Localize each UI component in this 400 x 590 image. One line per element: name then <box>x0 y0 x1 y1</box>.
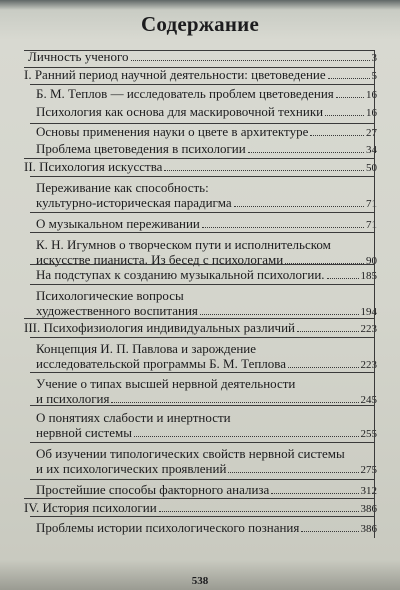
leader-dots <box>131 60 370 61</box>
toc-entry-title: III. Психофизиология индивидуальных различий <box>24 320 295 335</box>
divider <box>24 318 374 319</box>
leader-dots <box>200 314 359 315</box>
toc-entry-title-line: Учение о типах высшей нервной деятельности <box>36 376 296 391</box>
leader-dots <box>111 402 358 403</box>
toc-entry-title: Личность ученого <box>28 49 129 64</box>
toc-entry-title-line: Переживание как способность: <box>36 180 209 195</box>
toc-entry-title: На подступах к созданию музыкальной психологии. <box>36 267 325 282</box>
toc-entry[interactable] <box>24 500 377 517</box>
divider <box>30 264 374 265</box>
toc-entry[interactable] <box>36 104 377 121</box>
divider <box>30 405 374 406</box>
leader-dots <box>327 278 359 279</box>
divider <box>30 442 374 443</box>
toc-entry[interactable] <box>36 482 377 499</box>
toc-entry-title: О музыкальном переживании <box>36 216 200 231</box>
toc-entry-page: 5 <box>371 70 377 82</box>
divider <box>30 212 374 213</box>
toc-entry-page: 245 <box>360 394 377 406</box>
divider <box>30 232 374 233</box>
toc-entry-page: 312 <box>360 485 377 497</box>
toc-entry[interactable] <box>36 410 377 442</box>
toc-entry-page: 71 <box>366 198 377 210</box>
toc-entry-page: 3 <box>371 52 377 64</box>
toc-entry[interactable] <box>36 376 377 408</box>
toc-entry-page: 194 <box>360 306 377 318</box>
toc-entry[interactable] <box>36 180 377 212</box>
toc-entry[interactable] <box>36 341 377 373</box>
toc-entry-title: художественного воспитания <box>36 303 198 318</box>
toc-entry-page: 71 <box>366 219 377 231</box>
toc-entry-page: 27 <box>366 127 377 139</box>
toc-entry-page: 275 <box>360 464 377 476</box>
toc-entry-title-line: К. Н. Игумнов о творческом пути и исполнительском <box>36 237 331 252</box>
leader-dots <box>248 152 364 153</box>
leader-dots <box>297 331 359 332</box>
toc-entry-page: 223 <box>360 359 377 371</box>
toc-entry[interactable] <box>36 124 377 141</box>
leader-dots <box>228 472 358 473</box>
leader-dots <box>288 367 358 368</box>
leader-dots <box>159 511 359 512</box>
toc-entry[interactable] <box>36 520 377 537</box>
toc-entry-page: 386 <box>360 503 377 515</box>
leader-dots <box>310 135 364 136</box>
toc-entry[interactable] <box>36 288 377 320</box>
toc-entry[interactable] <box>36 216 377 233</box>
toc-entry[interactable] <box>24 159 377 176</box>
toc-entry[interactable] <box>36 86 377 103</box>
toc-entry-title-line: Психологические вопросы <box>36 288 184 303</box>
leader-dots <box>134 436 359 437</box>
page-title: Содержание <box>141 12 259 36</box>
toc-entry-title: Проблема цветоведения в психологии <box>36 141 246 156</box>
toc-entry-page: 255 <box>360 428 377 440</box>
toc-entry[interactable] <box>24 67 377 84</box>
divider <box>30 84 374 85</box>
toc-entry[interactable] <box>36 141 377 158</box>
toc-entry-title: и их психологических проявлений <box>36 461 227 476</box>
toc-entry[interactable] <box>36 446 377 478</box>
toc-entry-title: Простейшие способы факторного анализа <box>36 482 270 497</box>
toc-entry-page: 386 <box>360 523 377 535</box>
toc-entry-title: I. Ранний период научной деятельности: цветоведение <box>24 67 326 82</box>
toc-entry-title: Б. М. Теплов — исследователь проблем цветоведения <box>36 86 334 101</box>
toc-entry-page: 185 <box>360 270 377 282</box>
toc-entry-page: 90 <box>366 255 377 267</box>
divider <box>30 284 374 285</box>
toc-entry-title-line: О понятиях слабости и инертности <box>36 410 231 425</box>
leader-dots <box>328 78 370 79</box>
divider <box>24 498 374 499</box>
toc-entry-title: исследовательской программы Б. М. Теплова <box>36 356 287 371</box>
toc-entry-page: 16 <box>366 89 377 101</box>
toc-entry-title: искусстве пианиста. Из бесед с психологами <box>36 252 284 267</box>
divider <box>30 337 374 338</box>
leader-dots <box>325 115 364 116</box>
toc-entry[interactable] <box>24 320 377 337</box>
leader-dots <box>271 493 358 494</box>
leader-dots <box>234 206 364 207</box>
toc-entry-page: 16 <box>366 107 377 119</box>
leader-dots <box>202 227 364 228</box>
toc-entry-title: II. Психология искусства <box>24 159 163 174</box>
divider <box>30 176 374 177</box>
leader-dots <box>336 97 364 98</box>
divider <box>30 516 374 517</box>
toc-entry-page: 50 <box>366 162 377 174</box>
toc-entry-page: 34 <box>366 144 377 156</box>
toc-entry-title: нервной системы <box>36 425 132 440</box>
divider <box>374 50 375 538</box>
toc-entry-title: культурно-историческая парадигма <box>36 195 232 210</box>
toc-entry[interactable] <box>28 49 377 66</box>
toc-entry-title: Психология как основа для маскировочной техники <box>36 104 324 119</box>
toc-entry-title: Основы применения науки о цвете в архитектуре <box>36 124 309 139</box>
toc-entry[interactable] <box>36 267 377 284</box>
divider <box>30 372 374 373</box>
toc-entry-page: 223 <box>360 323 377 335</box>
divider <box>30 479 374 480</box>
leader-dots <box>164 170 364 171</box>
toc-entry-title: Проблемы истории психологического познания <box>36 520 300 535</box>
toc-entry-title: и психология <box>36 391 110 406</box>
page-number: 538 <box>191 575 209 587</box>
toc-entry-title: IV. История психологии <box>24 500 157 515</box>
toc-entry-title-line: Об изучении типологических свойств нервной системы <box>36 446 345 461</box>
toc-entry-title-line: Концепция И. П. Павлова и зарождение <box>36 341 257 356</box>
leader-dots <box>301 531 358 532</box>
